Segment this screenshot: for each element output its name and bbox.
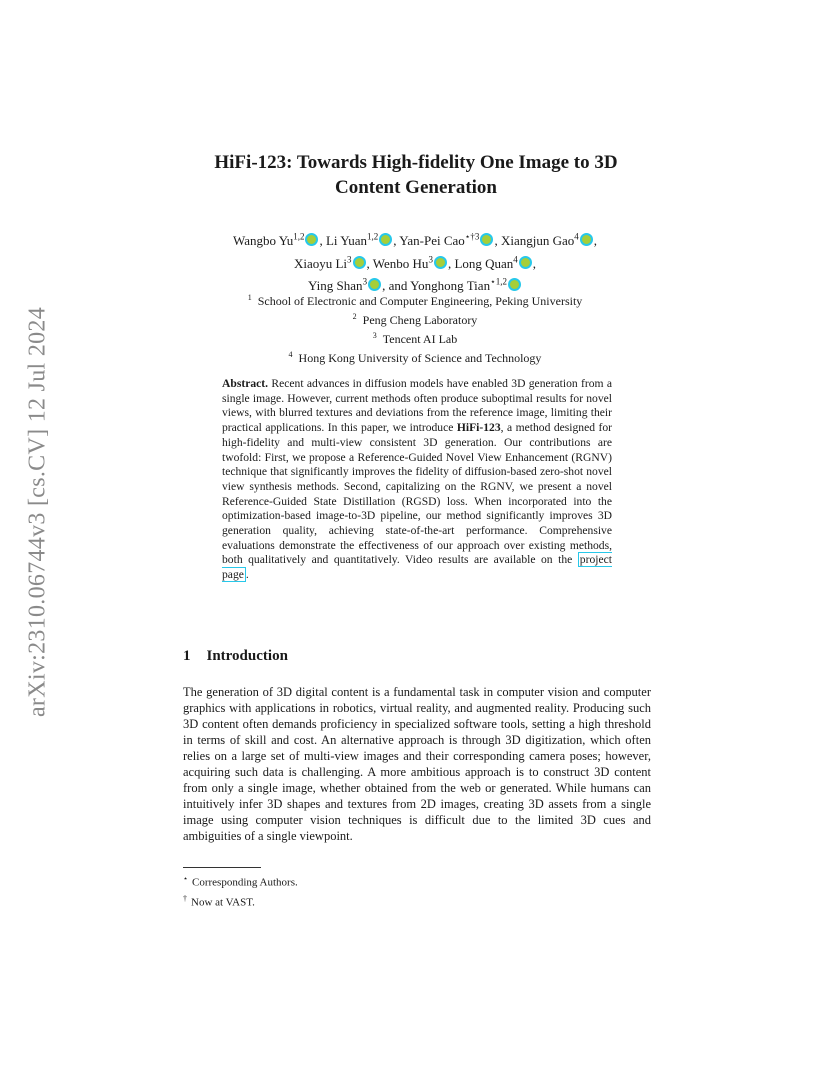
footnote: ⋆ Corresponding Authors. xyxy=(183,874,298,889)
arxiv-stamp-text: arXiv:2310.06744v3 [cs.CV] 12 Jul 2024 xyxy=(24,306,51,718)
title-line-2: Content Generation xyxy=(334,177,497,198)
author: Wenbo Hu$^3$ , xyxy=(372,254,452,271)
method-name: HiFi-123 xyxy=(456,421,501,435)
footnotes xyxy=(183,871,298,910)
paper-title xyxy=(170,150,662,200)
section-number: 1 xyxy=(183,648,191,664)
abstract-text: Recent advances in diffusion models have enabled 3D generation from a single image. However, current methods often produce suboptimal results for novel views, with blurred textures and deviations from the reference image, limiting their practical applications. In this paper, we introduce xyxy=(222,377,612,435)
orcid-icon[interactable] xyxy=(379,233,392,246)
author-list xyxy=(200,228,630,295)
orcid-icon[interactable] xyxy=(480,233,493,246)
orcid-icon[interactable] xyxy=(305,233,318,246)
author: Li Yuan$^{1,2}$ , xyxy=(325,232,397,249)
author: and Yonghong Tian$^{⋆1,2}$ xyxy=(389,278,522,293)
author: Wangbo Yu$^{1,2}$ , xyxy=(233,232,323,249)
title-line-1: HiFi-123: Towards High-fidelity One Image to 3D xyxy=(214,152,618,173)
author: Long Quan$^4$ , xyxy=(454,254,537,271)
abstract-label: Abstract. xyxy=(222,377,269,390)
affiliation: $^4$ Hong Kong University of Science and Technology xyxy=(288,350,542,365)
orcid-icon[interactable] xyxy=(353,256,366,269)
section-heading xyxy=(183,648,288,665)
orcid-icon[interactable] xyxy=(519,256,532,269)
footnote-rule xyxy=(183,867,261,868)
author: Ying Shan$^3$ , xyxy=(308,276,386,293)
author: Xiaoyu Li$^3$ , xyxy=(293,254,370,271)
section-title: Introduction xyxy=(206,648,288,664)
orcid-icon[interactable] xyxy=(434,256,447,269)
abstract-text-continued: , a method designed for high-fidelity and multi-view consistent 3D generation. Our contributions are twofold: First, we propose a Reference-Guided Novel View Enhancement (RGNV) technique that significantly improves the fidelity of diffusion-based zero-shot novel view synthesis methods. Second, capitalizing on the RGNV, we present a novel Reference-Guided State Distillation (RGSD) loss. When incorporated into the optimization-based image-to-3D pipeline, our method significantly improves 3D generation quality, achieving state-of-the-art performance. Comprehensive evaluations demonstrate the effectiveness of our approach over existing methods, both qualitatively and quantitatively. Video results are available on the xyxy=(222,421,612,567)
project-page-link[interactable]: project page xyxy=(222,553,612,582)
intro-paragraph: The generation of 3D digital content is a fundamental task in computer vision and computer graphics with applications in robotics, virtual reality, and augmented reality. Producing such 3D content often demands proficiency in specialized software tools, setting a high threshold in terms of skill and cost. An alternative approach is through 3D digitization, which often relies on a large set of multi-view images and their corresponding camera poses; however, acquiring such data is challenging. A more ambitious approach is to construct 3D content from only a single image, whether obtained from the web or generated. While humans can intuitively infer 3D shapes and textures from 2D images, creating 3D assets from a single image using computer vision techniques is difficult due to the limited 3D cues and ambiguities of a single viewpoint. xyxy=(183,685,651,843)
abstract: Abstract. Recent advances in diffusion models have enabled 3D generation from a single image. However, current methods often produce suboptimal results for novel views, with blurred textures and deviations from the reference image, limiting their practical applications. In this paper, we introduce HiFi-123, a method designed for high-fidelity and multi-view consistent 3D generation. Our contributions are twofold: First, we propose a Reference-Guided Novel View Enhancement (RGNV) technique that significantly improves the fidelity of diffusion-based zero-shot novel view synthesis methods. Second, capitalizing on the RGNV, we present a novel Reference-Guided State Distillation (RGSD) loss. When incorporated into the optimization-based image-to-3D pipeline, our method significantly improves 3D generation quality, achieving state-of-the-art performance. Comprehensive evaluations demonstrate the effectiveness of our approach over existing methods, both qualitatively and quantitatively. Video results are available on the project page . xyxy=(222,377,612,582)
affiliation: $^3$ Tencent AI Lab xyxy=(372,331,458,346)
orcid-icon[interactable] xyxy=(580,233,593,246)
affiliation: $^2$ Peng Cheng Laboratory xyxy=(352,312,478,327)
affiliations xyxy=(200,290,630,366)
author: Yan-Pei Cao$^{⋆\dagger 3}$ , xyxy=(399,232,498,249)
arxiv-stamp xyxy=(18,292,58,732)
affiliation: $^1$ School of Electronic and Computer Engineering, Peking University xyxy=(247,293,583,308)
author: Xiangjun Gao$^4$ , xyxy=(500,232,597,249)
footnote: † Now at VAST. xyxy=(183,893,255,909)
